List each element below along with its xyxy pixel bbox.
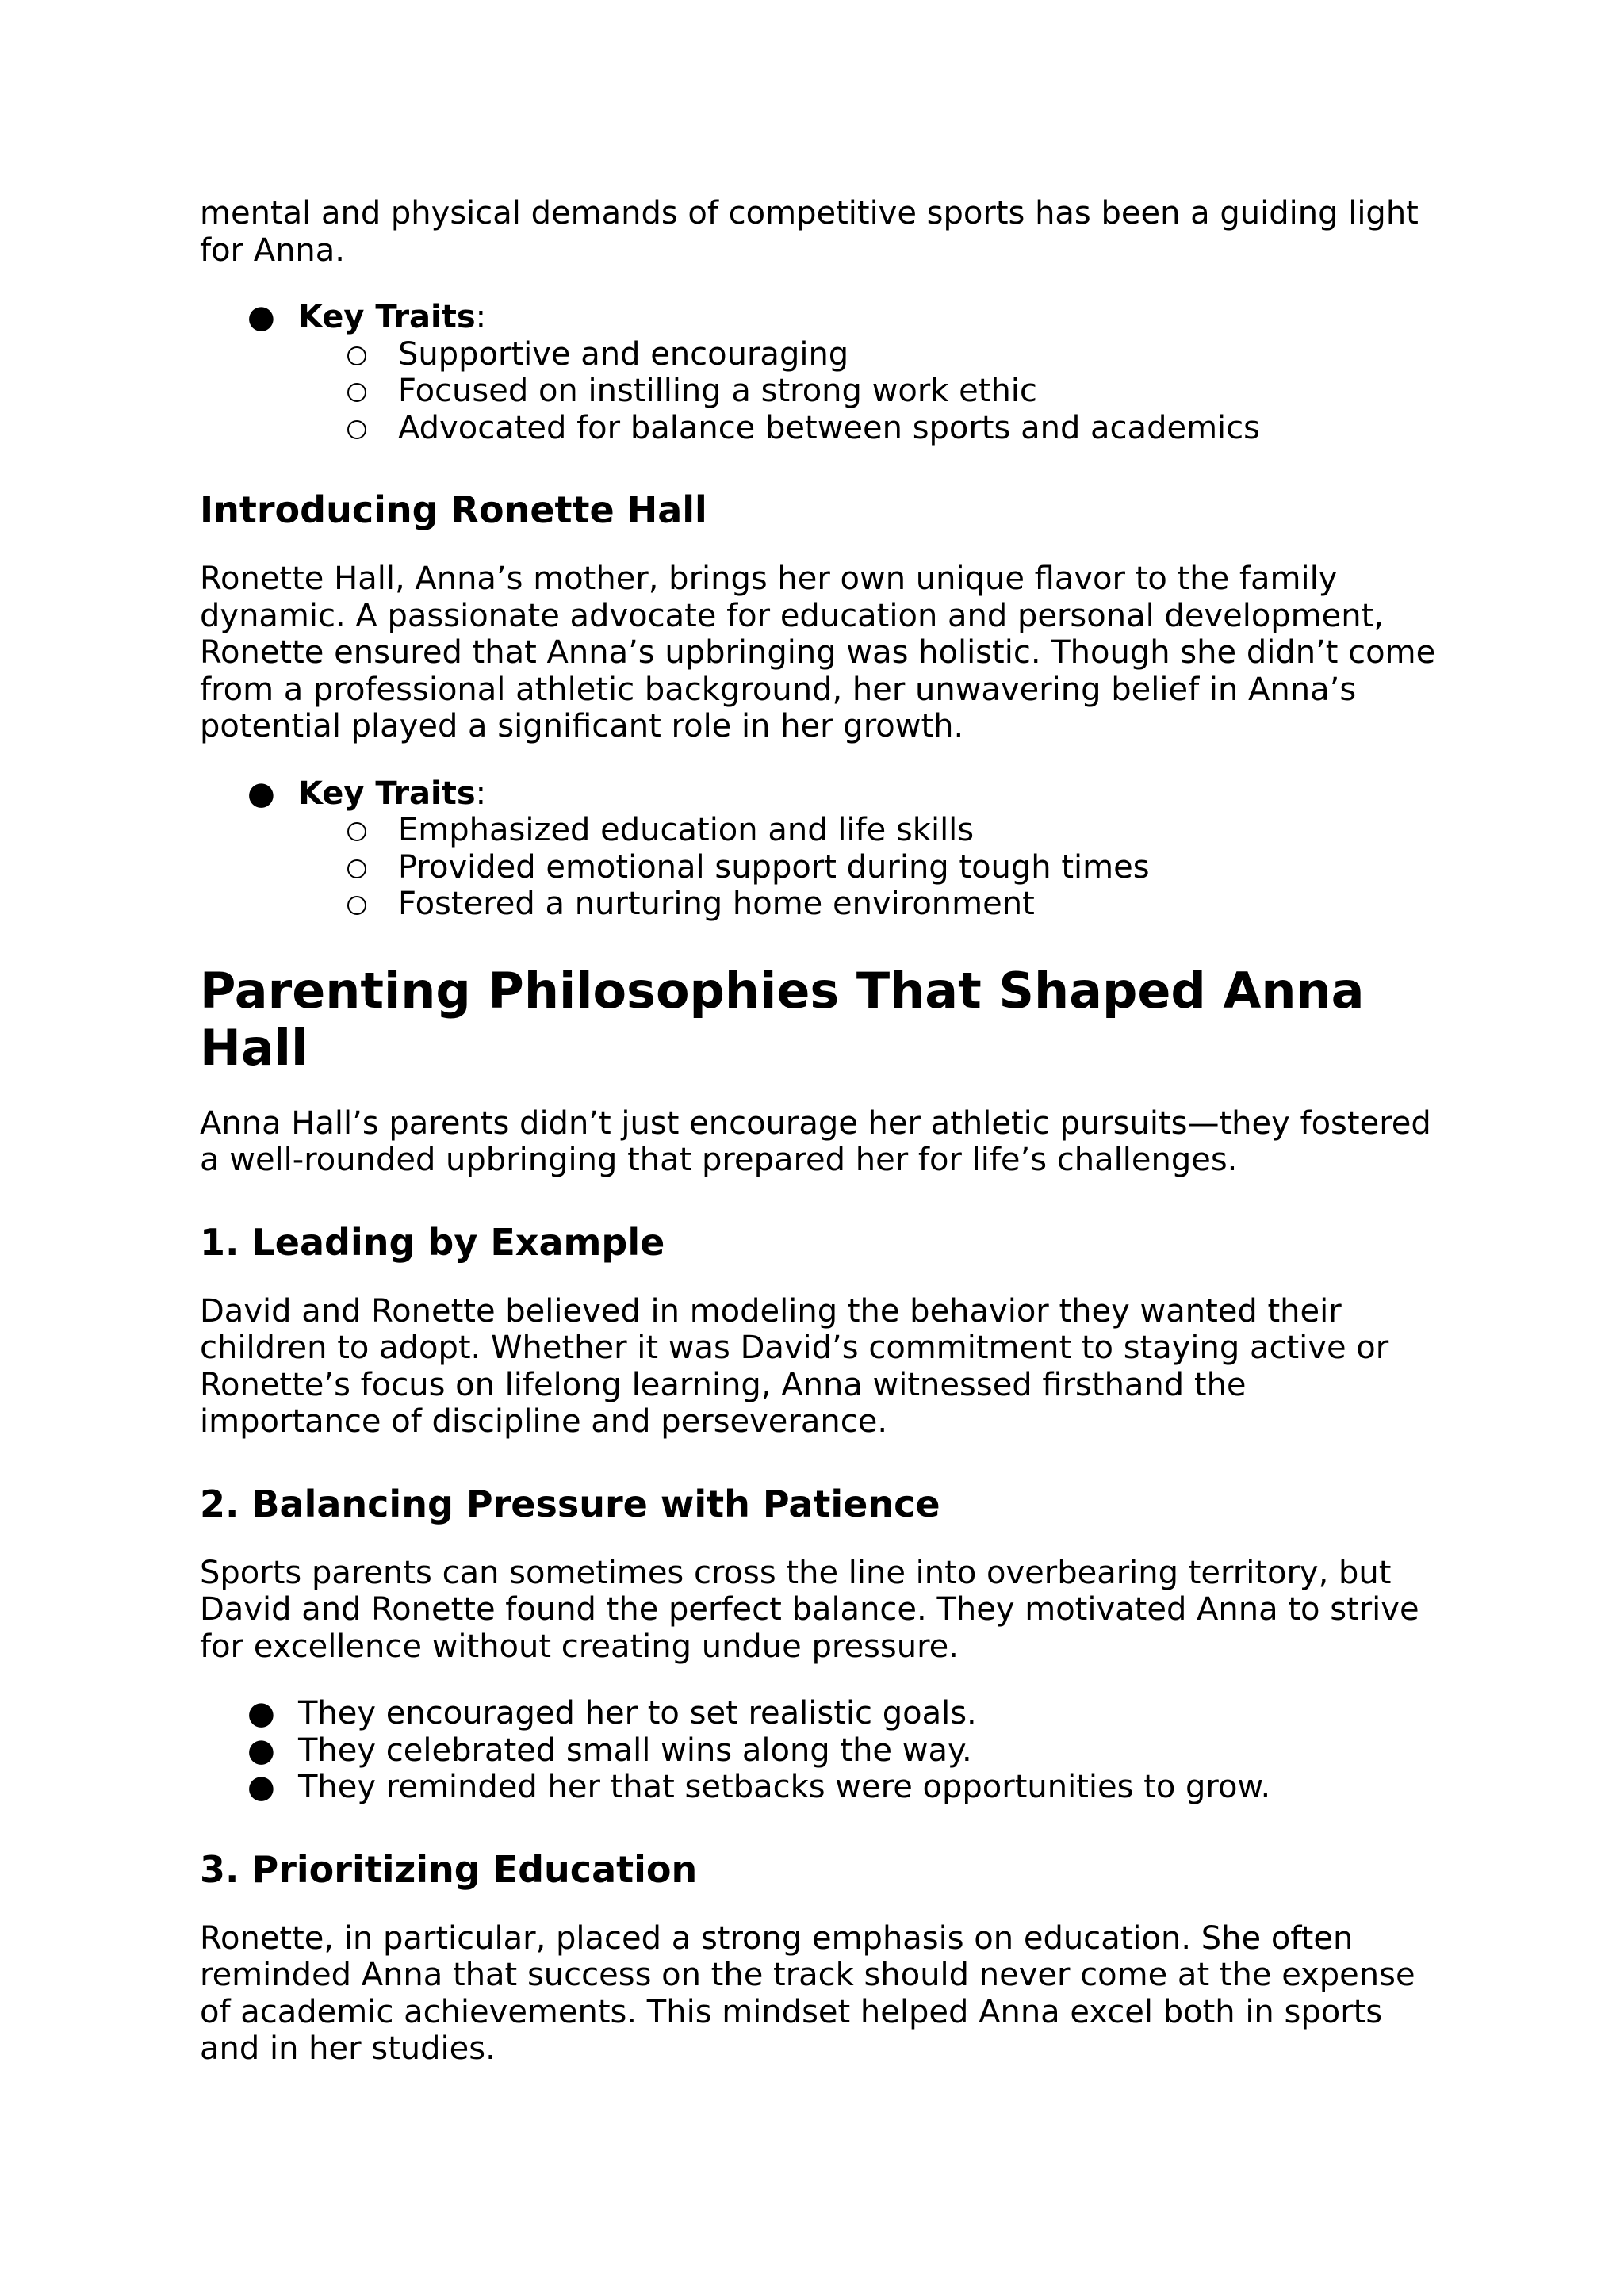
bullet-icon: ● <box>247 1769 275 1805</box>
bullet-icon: ● <box>247 1695 275 1732</box>
david-traits-list <box>200 299 1437 446</box>
circle-bullet-icon <box>347 822 366 841</box>
ronette-traits-list <box>200 775 1437 923</box>
circle-bullet-icon <box>347 346 366 365</box>
philosophies-heading: Parenting Philosophies That Shaped Anna Hall <box>200 961 1365 1077</box>
circle-bullet-icon <box>347 859 366 878</box>
bullet-icon: ● <box>247 299 275 335</box>
traits-colon: : <box>475 299 487 335</box>
traits-label: Key Traits <box>298 775 476 812</box>
list-item: Emphasized education and life skills <box>200 812 1437 849</box>
philosophies-paragraph: Anna Hall’s parents didn’t just encourage her athletic pursuits—they fostered a well-rounded upbringing that prepared her for life’s challenges. <box>200 1104 1431 1178</box>
leading-paragraph: David and Ronette believed in modeling the behavior they wanted their children to adopt. Whether it was David’s commitment to staying active or Ronette’s focus on lifelong learning, Anna witnessed firsthand the importance of discipline and perseverance. <box>200 1292 1389 1440</box>
balancing-heading: 2. Balancing Pressure with Patience <box>200 1482 940 1525</box>
list-item: ● They reminded her that setbacks were opportunities to grow. <box>247 1769 1271 1805</box>
balancing-paragraph: Sports parents can sometimes cross the line into overbearing territory, but David and Ronette found the perfect balance. They motivated Anna to strive for excellence without creating undue pressure. <box>200 1554 1419 1665</box>
david-traits-item <box>200 299 1437 446</box>
traits-colon: : <box>475 775 487 812</box>
circle-bullet-icon <box>347 383 366 402</box>
list-item: Fostered a nurturing home environment <box>200 886 1437 923</box>
leading-heading: 1. Leading by Example <box>200 1220 665 1264</box>
list-item: Focused on instilling a strong work ethic <box>200 373 1437 410</box>
list-item: Supportive and encouraging <box>200 336 1437 373</box>
ronette-traits-item <box>200 775 1437 923</box>
ronette-traits-sublist <box>298 812 1437 923</box>
traits-label: Key Traits <box>298 299 476 335</box>
education-heading: 3. Prioritizing Education <box>200 1847 698 1891</box>
david-traits-sublist <box>298 336 1437 447</box>
balancing-list <box>200 1695 1437 1806</box>
circle-bullet-icon <box>347 896 366 915</box>
list-item: Provided emotional support during tough times <box>200 849 1437 886</box>
intro-paragraph: mental and physical demands of competitive sports has been a guiding light for Anna. <box>200 195 1419 269</box>
circle-bullet-icon <box>347 420 366 439</box>
ronette-heading: Introducing Ronette Hall <box>200 488 707 531</box>
list-item: ● They celebrated small wins along the way. <box>247 1732 972 1769</box>
bullet-icon: ● <box>247 1732 275 1769</box>
ronette-paragraph: Ronette Hall, Anna’s mother, brings her own unique flavor to the family dynamic. A passionate advocate for education and personal development, Ronette ensured that Anna’s upbringing was holistic. Though she didn’t come from a professional athletic background, her unwavering belief in Anna’s potential played a significant role in her growth. <box>200 561 1436 744</box>
list-item: ● They encouraged her to set realistic goals. <box>247 1695 977 1732</box>
bullet-icon: ● <box>247 775 275 812</box>
list-item: Advocated for balance between sports and academics <box>200 410 1437 447</box>
document-page <box>200 195 1437 2068</box>
education-paragraph: Ronette, in particular, placed a strong emphasis on education. She often reminded Anna that success on the track should never come at the expense of academic achievements. This mindset helped Anna excel both in sports and in her studies. <box>200 1919 1415 2067</box>
